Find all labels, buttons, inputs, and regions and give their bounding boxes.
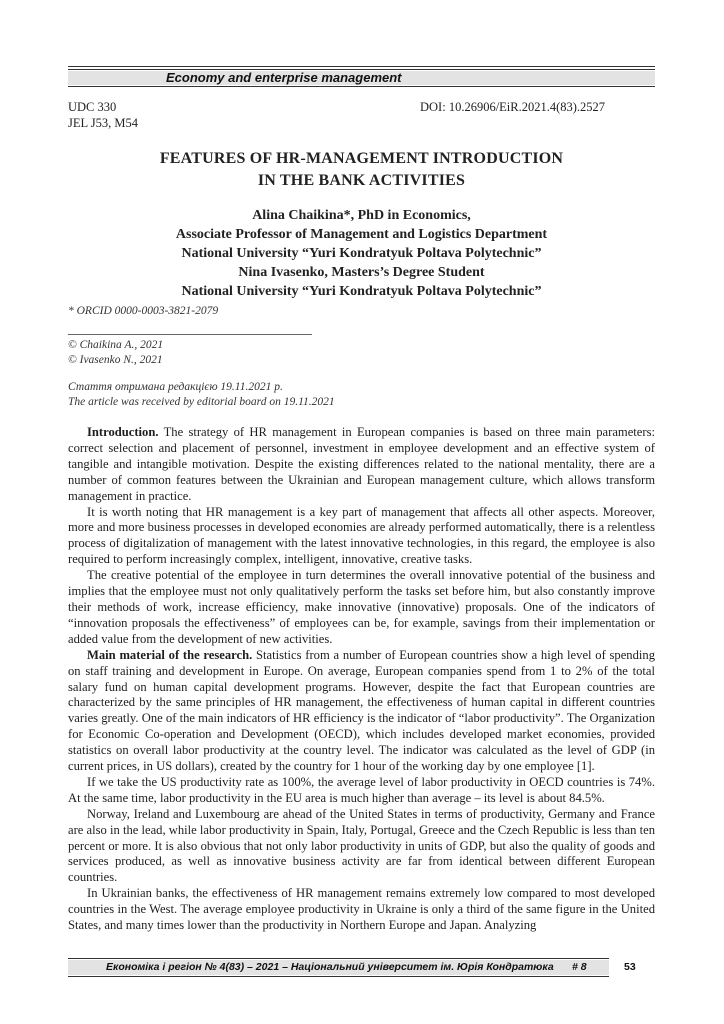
article-title-line-2: IN THE BANK ACTIVITIES xyxy=(257,172,466,189)
header-rule xyxy=(68,66,655,67)
journal-citation: Економіка і регіон № 4(83) – 2021 – Національний університет ім. Юрія Кондратюка xyxy=(106,961,554,973)
author-line: National University “Yuri Kondratyuk Poltava Polytechnic” xyxy=(181,284,542,299)
received-ua: Стаття отримана редакцією 19.11.2021 р. xyxy=(68,381,283,393)
orcid: * ORCID 0000-0003-3821-2079 xyxy=(68,305,219,317)
section-title: Economy and enterprise management xyxy=(166,70,402,85)
jel-code: JEL J53, M54 xyxy=(68,116,139,130)
paragraph: The creative potential of the employee in turn determines the overall innovative potential of the business and implies that the employee must not only qualitatively perform the tasks set before him, but also constantly improve their methods of work, increase efficiency, make innovative (innovative) proposals. One of the indicators of “innovation proposals the effectiveness” of employees can be, for example, savings from their implementation or added value from the development of new activities. xyxy=(68,568,655,646)
doi: DOI: 10.26906/EiR.2021.4(83).2527 xyxy=(420,100,606,114)
paragraph: If we take the US productivity rate as 100%, the average level of labor productivity in OECD countries is 74%. At the same time, labor productivity in the EU area is much higher than average – its level is about 84.5%. xyxy=(68,774,655,805)
footnote-rule xyxy=(68,334,312,335)
copyright-line: © Chaikina A., 2021 xyxy=(68,339,164,351)
paragraph-lead: Introduction. xyxy=(87,425,159,439)
author-line: National University “Yuri Kondratyuk Poltava Polytechnic” xyxy=(181,246,542,261)
footer-rule xyxy=(68,976,655,977)
paragraph-lead: Main material of the research. xyxy=(87,647,253,662)
author-line: Alina Chaikina*, PhD in Economics, xyxy=(252,208,471,223)
paragraph: In Ukrainian banks, the effectiveness of HR management remains extremely low compared to most developed countries in the West. The average employee productivity in Ukraine is only a third of the same figure in the United States, and many times lower than the productivity in Northern Europe and Japan. Analyzing xyxy=(68,886,655,933)
page-number: 53 xyxy=(624,961,636,973)
footer-rule xyxy=(68,958,655,959)
article-body xyxy=(68,425,655,934)
running-footer xyxy=(68,958,655,977)
running-header xyxy=(68,66,655,87)
header-rule xyxy=(68,86,655,87)
paragraph: Norway, Ireland and Luxembourg are ahead of the United States in terms of productivity, Germany and France are also in the lead, while labor productivity in Spain, Italy, Portugal, Greece and the Czech Republic is less than ten percent or more. It is also obvious that not only labor productivity in units of GDP, but also the quality of goods and services produced, as well as innovative business activity are far from identical between different European countries. xyxy=(68,806,655,885)
paragraph: Introduction. The strategy of HR management in European companies is based on three main parameters: correct selection and placement of personnel, investment in employee development and an effective system of tangible and intangible motivation. Despite the existing differences related to the national mentality, there are a number of common features between the Ukrainian and European management culture, which allows transform management in practice. xyxy=(68,425,655,503)
author-line: Associate Professor of Management and Logistics Department xyxy=(175,227,548,242)
author-line: Nina Ivasenko, Masters’s Degree Student xyxy=(238,265,485,280)
received-en: The article was received by editorial board on 19.11.2021 xyxy=(68,396,335,408)
paragraph: It is worth noting that HR management is a key part of management that affects all other aspects. Moreover, more and more business processes in developed economies are already performed automatically, there is a relentless process of digitalization of management with the latest innovative technologies, in this regard, the employee is also required to perform increasingly complex, intelligent, innovative, creative tasks. xyxy=(68,504,655,567)
issue-number: # 8 xyxy=(572,961,587,973)
article-title-line-1: FEATURES OF HR-MANAGEMENT INTRODUCTION xyxy=(159,150,564,167)
udc-code: UDC 330 xyxy=(68,100,117,114)
copyright-line: © Ivasenko N., 2021 xyxy=(68,354,163,366)
paragraph: Main material of the research. Statistics from a number of European countries show a high level of spending on staff training and development in Europe. On average, European companies spend from 1 to 2% of the total salary fund on human capital development programs. However, despite the fact that European countries are characterized by the same principles of HR management, the effectiveness of human capital in different countries varies greatly. One of the main indicators of HR efficiency is the indicator of “labor productivity”. The Organization for Economic Co-operation and Development (OECD), which includes developed market economies, provided statistics on overall labor productivity at the country level. The indicator was calculated as the level of GDP (in current prices, in US dollars), created by the country for 1 hour of the working day by one employee [1]. xyxy=(68,647,655,774)
